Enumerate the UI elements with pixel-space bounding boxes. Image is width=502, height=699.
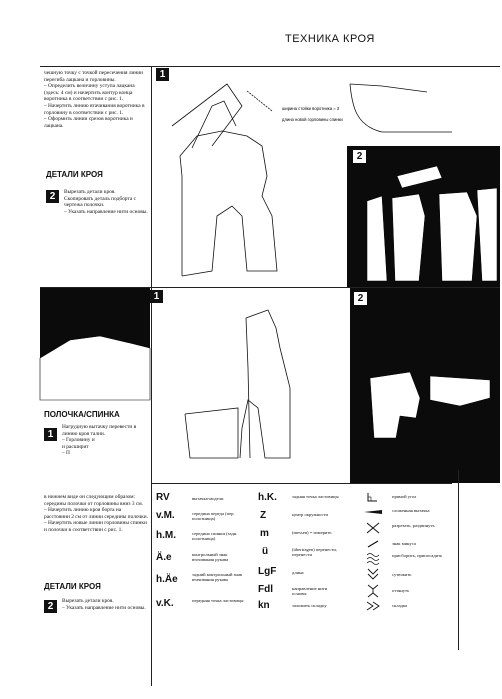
minus-sign-icon bbox=[366, 539, 380, 549]
legend-desc: знак минуса bbox=[392, 541, 416, 546]
collar-note-2: длина новой горловины спинки bbox=[282, 117, 343, 122]
page-right-edge bbox=[458, 470, 459, 650]
legend-abbr: Fdl bbox=[258, 584, 273, 595]
legend-abbr: m bbox=[260, 528, 269, 539]
legend-desc: задний контрольный знак втачивания рукава bbox=[192, 572, 243, 583]
legend-abbr: h.K. bbox=[258, 492, 277, 503]
legend-desc: длина bbox=[292, 570, 304, 575]
stretch-icon bbox=[366, 584, 380, 598]
legend-desc: направление нити основы bbox=[292, 586, 328, 597]
collar-detail-drawing bbox=[40, 288, 150, 400]
legend-abbr: Z bbox=[260, 510, 267, 521]
pattern-pieces-panel-left bbox=[40, 288, 150, 400]
figure-number-2-top: 2 bbox=[353, 150, 366, 163]
legend-desc: оттянуть bbox=[392, 588, 410, 593]
ease-icon bbox=[366, 552, 380, 564]
figure-number-2-mid: 2 bbox=[354, 292, 367, 305]
section-title: ТЕХНИКА КРОЯ bbox=[285, 33, 375, 45]
legend-abbr: h.M. bbox=[156, 530, 176, 541]
legend-abbr: v.K. bbox=[156, 598, 174, 609]
legend-desc: середина переда (пер. полотнища) bbox=[192, 511, 235, 522]
details-heading-1: ДЕТАЛИ КРОЯ bbox=[46, 170, 103, 179]
legend-desc: середина спинки (задн. полотнища) bbox=[192, 531, 238, 542]
figure-number-1-top: 1 bbox=[156, 68, 169, 81]
pattern-pieces-panel-top bbox=[347, 146, 500, 287]
front-back-draft-drawing bbox=[150, 288, 350, 463]
details-instructions-2: Вырезать детали кроя. – Указать направление нити основы. bbox=[62, 598, 146, 611]
polochka-heading: ПОЛОЧКА/СПИНКА bbox=[44, 410, 120, 419]
legend-desc: центр окружности bbox=[292, 512, 329, 517]
narrow-icon bbox=[366, 568, 380, 580]
legend-desc: разрезать, раздвинуть bbox=[392, 523, 435, 528]
polochka-instructions-cont: в нижнем виде он следующим образом: середины полочки от горловины вниз 3 см. – Начертить линию кроя борта на расстоянии 2 см от линии середины полочки. – Начертить новые линии горловины спинки и полочки в соответствии с рис. 1. bbox=[44, 494, 148, 533]
collar-note-1: ширина стойки воротника = 3 bbox=[282, 106, 340, 111]
cut-pieces-drawing-top bbox=[347, 146, 500, 287]
legend-abbr: v.M. bbox=[156, 510, 175, 521]
legend-desc: контрольный знак вточивания рукава bbox=[192, 552, 229, 563]
legend-desc: прямой угол bbox=[392, 494, 417, 499]
legend-desc: складка bbox=[392, 603, 408, 608]
legend-abbr: LgF bbox=[258, 566, 277, 577]
legend-desc: передняя точка ластовицы bbox=[192, 598, 244, 603]
step-number-1: 1 bbox=[44, 428, 57, 441]
legend-desc: сложенная вытачка bbox=[392, 508, 430, 513]
pattern-pieces-panel-mid bbox=[350, 288, 500, 483]
legend-abbr: ü bbox=[262, 546, 269, 557]
right-angle-icon bbox=[366, 492, 378, 502]
legend-desc: вытачка-модели bbox=[192, 496, 224, 501]
legend-abbr: kn bbox=[258, 600, 270, 611]
legend-desc: сутюжить bbox=[392, 572, 412, 577]
cut-spread-icon bbox=[366, 522, 380, 534]
legend-abbr: RV bbox=[156, 492, 170, 503]
step-number-2b: 2 bbox=[44, 600, 57, 613]
legend-desc: (messen) = измерить bbox=[292, 530, 332, 535]
legend-divider bbox=[152, 483, 452, 484]
legend-abbr: h.Äe bbox=[156, 574, 178, 585]
figure-number-1-mid: 1 bbox=[150, 290, 163, 303]
legend-desc: присборить, припосадить bbox=[392, 553, 443, 558]
details-heading-2: ДЕТАЛИ КРОЯ bbox=[44, 582, 101, 591]
cut-pieces-drawing-mid bbox=[350, 288, 500, 483]
legend-desc: задняя точка ластовицы bbox=[292, 494, 339, 499]
details-instructions-1: Вырезать детали кроя. Скопировать деталь подборта с чертежа полочки. – Указать направление нити основы. bbox=[64, 189, 148, 215]
step-number-2a: 2 bbox=[46, 190, 59, 203]
dart-icon bbox=[364, 508, 382, 516]
legend-desc: (übertragen) перенести, перенести bbox=[292, 547, 337, 558]
legend-abbr: Ä.e bbox=[156, 552, 172, 563]
legend-desc: заложить складку bbox=[292, 603, 327, 608]
fold-icon bbox=[366, 600, 380, 612]
collar-instructions: чешную точку с точкой пересечения линии перегиба лацкана и горловины. – Определить величину уступа лацкана (здесь: 4 см) и начертить контур конца воротника в соответствии с рис. 1. – Начертить линию втачивания воротника в горловину в соответствии с рис. 1. – Оформить линии срезов воротника и лацкана. bbox=[44, 70, 145, 129]
polochka-instructions: Нагрудную вытачку перевести в линию кроя талии. – Горловину и и расширит – П bbox=[62, 424, 137, 457]
